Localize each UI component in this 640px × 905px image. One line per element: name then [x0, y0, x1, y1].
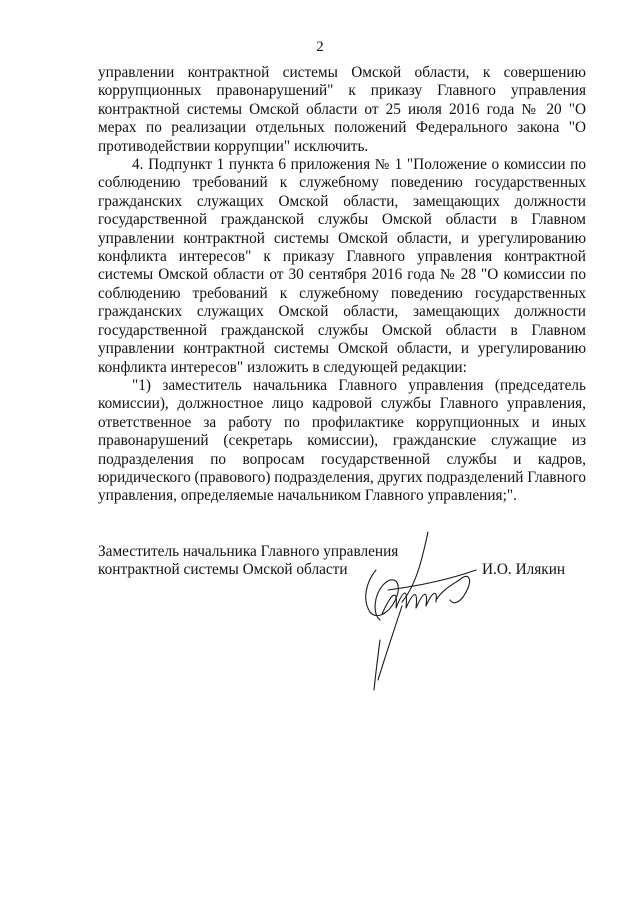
page-number: 2 [316, 39, 324, 55]
paragraph-item-4: 4. Подпункт 1 пункта 6 приложения № 1 "Положение о комиссии по соблюдению требований к служебному поведению государственных гражданских служащих Омской области, замещающих должности государственной гражданской службы Омской области в Главном управлении контрактной системы Омской области, и урегулированию конфликта интересов" к приказу Главного управления контрактной системы Омской области от 30 сентября 2016 года № 28 "О комиссии по соблюдению требований к служебному поведению государственных гражданских служащих Омской области, замещающих должности государственной гражданской службы Омской области в Главном управлении контрактной системы Омской области, и урегулированию конфликта интересов" изложить в следующей редакции: [98, 156, 586, 376]
signature-block [98, 543, 586, 580]
paragraph-continuation: управлении контрактной системы Омской области, к совершению коррупционных правонарушений" к приказу Главного управления контрактной системы Омской области от 25 июля 2016 года № 20 "О мерах по реализации отдельных положений Федерального закона "О противодействии коррупции" исключить. [98, 64, 586, 155]
signer-name: И.О. Илякин [482, 561, 566, 578]
handwritten-signature [358, 530, 488, 700]
signer-position-line-1: Заместитель начальника Главного управления [98, 543, 399, 560]
paragraph-new-wording: "1) заместитель начальника Главного управления (председатель комиссии), должностное лицо кадровой службы Главного управления, ответственное за работу по профилактике коррупционных и иных правонарушений (секретарь комиссии), гражданские служащие из подразделения по вопросам государственной службы и кадров, юридического (правового) подразделения, других подразделений Главного управления, определяемые начальником Главного управления;". [98, 376, 586, 505]
signer-position-line-2: контрактной системы Омской области [98, 561, 348, 579]
document-body [98, 64, 586, 506]
